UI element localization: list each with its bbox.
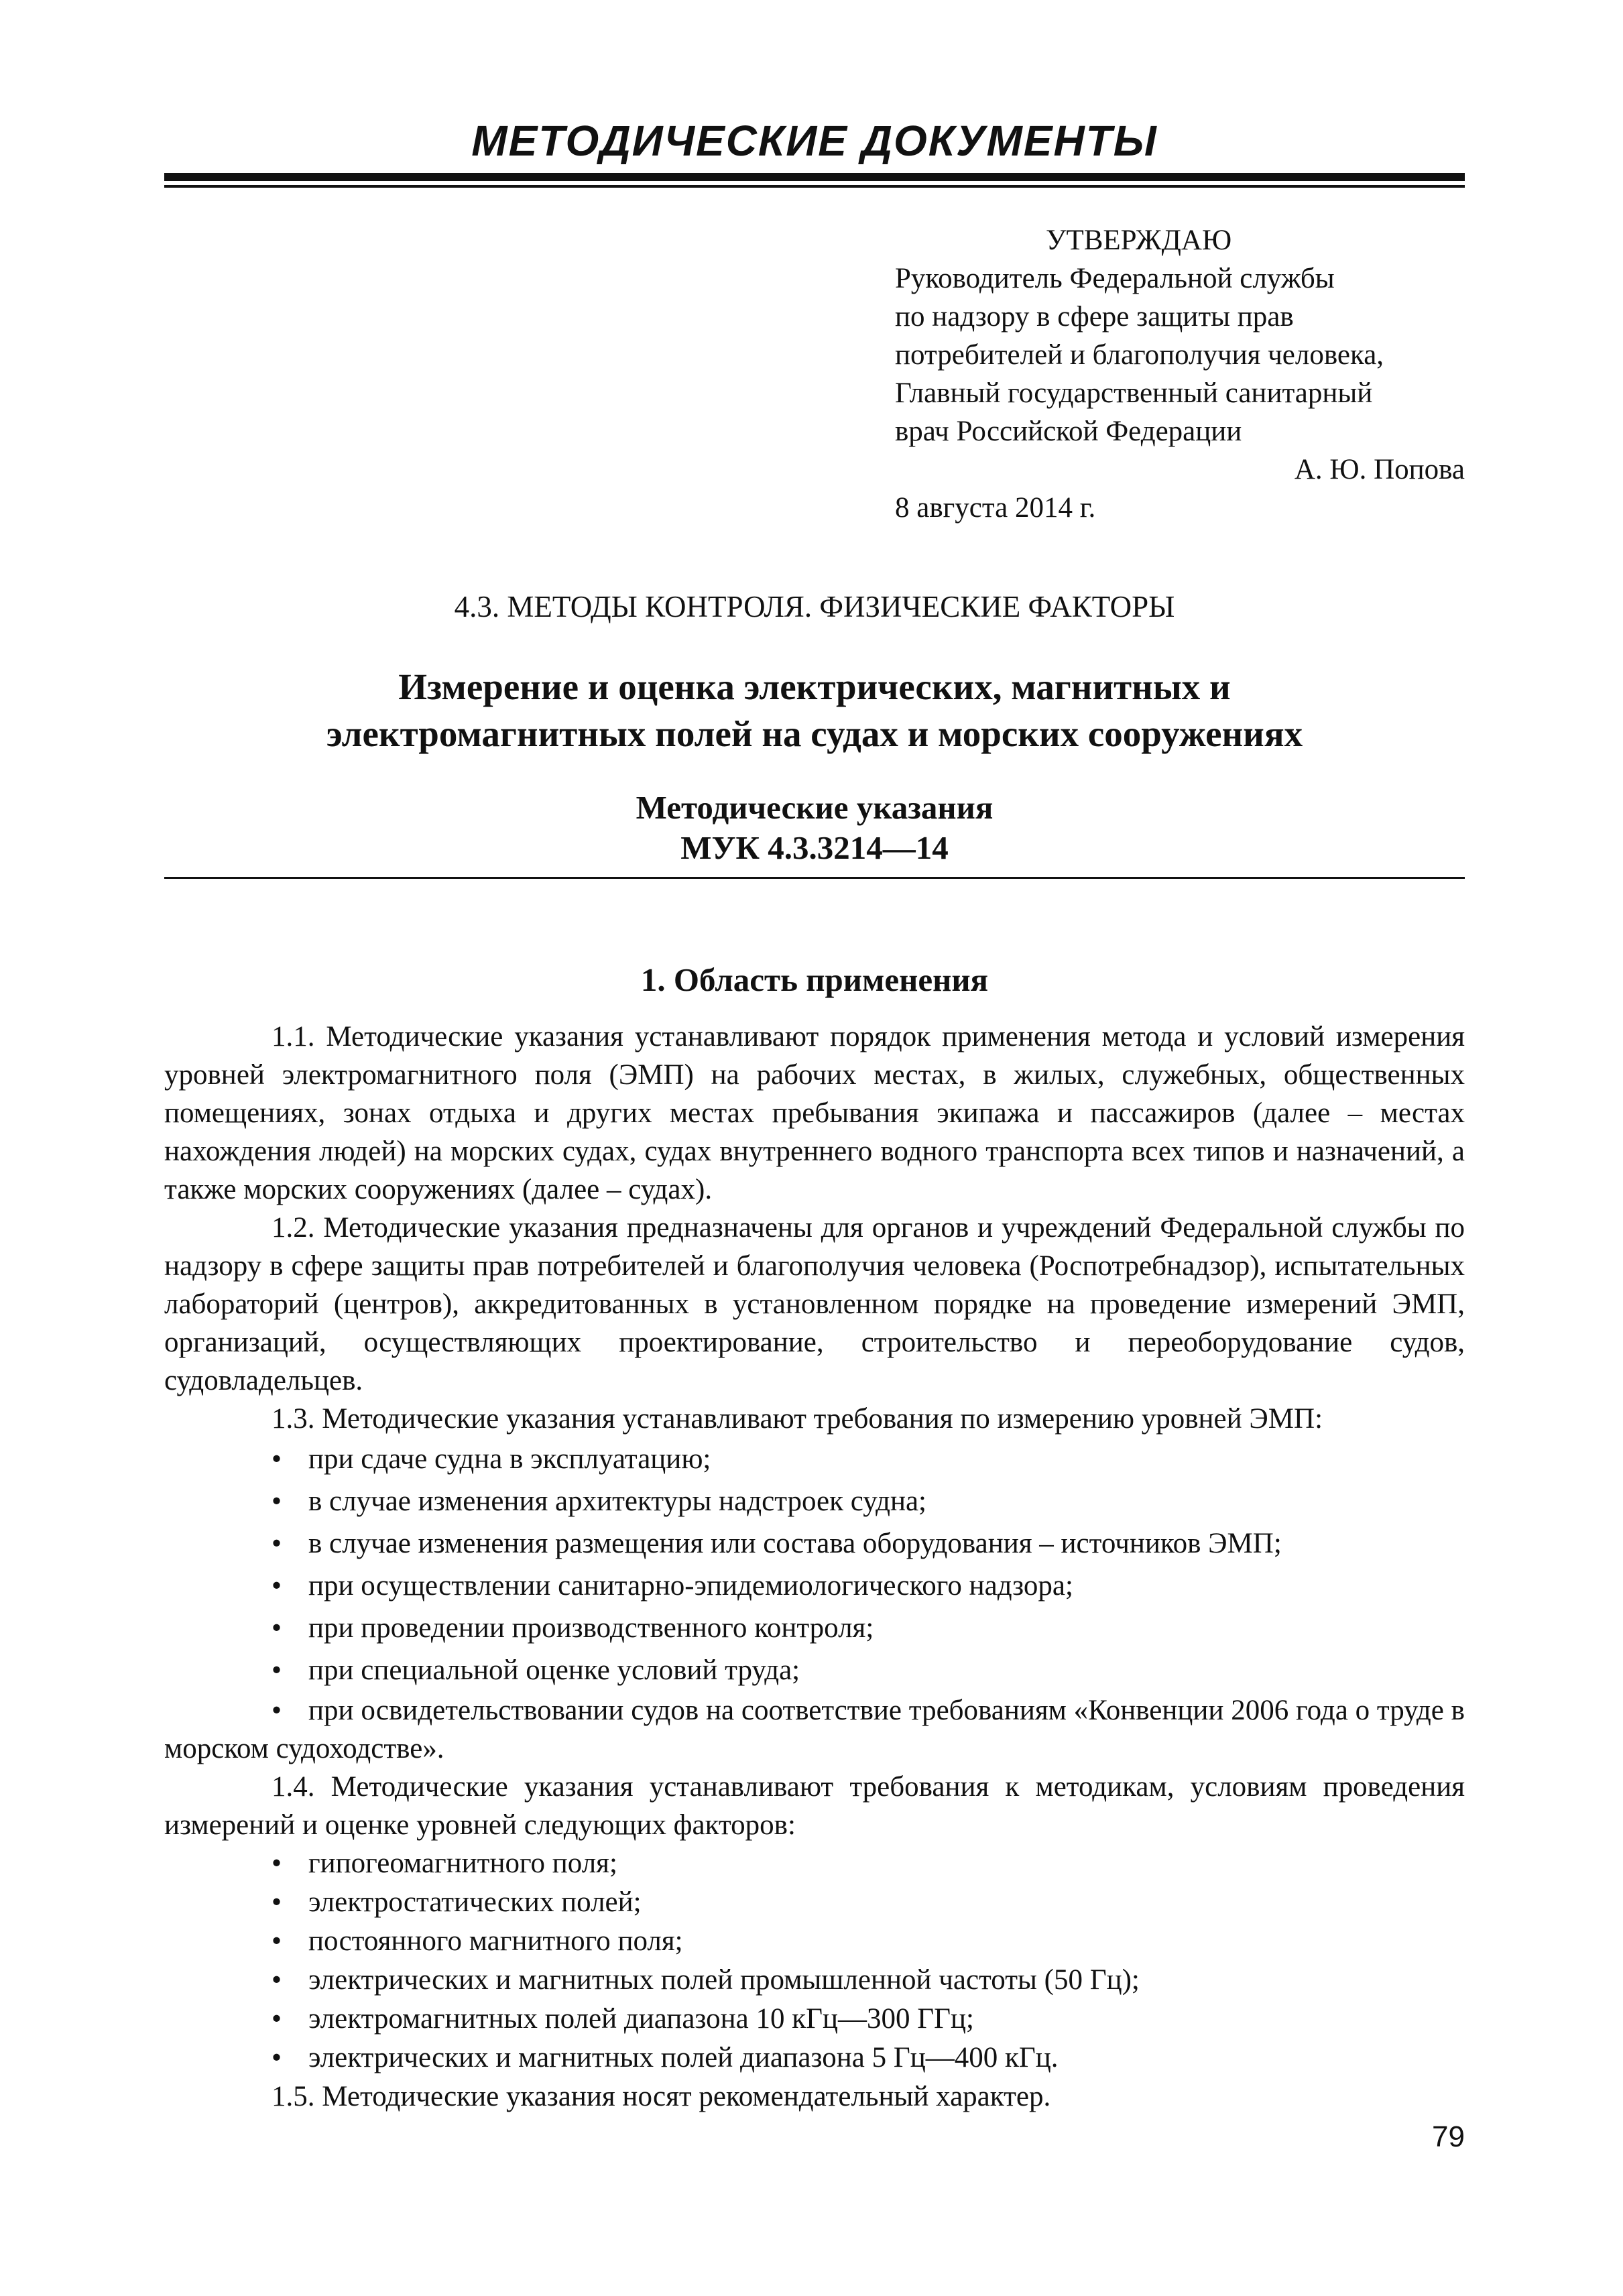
list-item: • при специальной оценке условий труда; <box>164 1649 1465 1691</box>
approval-line: по надзору в сфере защиты прав <box>895 301 1294 333</box>
approval-line: Руководитель Федеральной службы <box>895 263 1335 294</box>
bullet-icon: • <box>272 1886 282 1918</box>
document-subtitle <box>164 788 1465 868</box>
running-header-title: МЕТОДИЧЕСКИЕ ДОКУМЕНТЫ <box>471 117 1158 165</box>
document-title <box>164 664 1465 758</box>
list-item: • при проведении производственного контроля; <box>164 1607 1465 1649</box>
paragraph-1-5: 1.5. Методические указания носят рекомендательный характер. <box>272 2081 1051 2112</box>
document-type: Методические указания <box>636 789 994 826</box>
document-title-line: Измерение и оценка электрических, магнитных и <box>398 666 1231 707</box>
approval-line: врач Российской Федерации <box>895 416 1242 447</box>
bullet-icon: • <box>272 1570 282 1602</box>
paragraph-1-4: 1.4. Методические указания устанавливают требования к методикам, условиям проведения измерений и оценке уровней следующих факторов: <box>164 1771 1465 1841</box>
approval-line: потребителей и благополучия человека, <box>895 339 1384 371</box>
list-item: • при осуществлении санитарно-эпидемиологического надзора; <box>164 1565 1465 1607</box>
measurement-cases-list <box>164 1438 1465 1768</box>
list-item: • постоянного магнитного поля; <box>164 1922 1465 1961</box>
bullet-icon: • <box>272 1654 282 1686</box>
chapter-heading: 1. Область применения <box>640 961 989 998</box>
chapter-body <box>164 1018 1465 2116</box>
approval-date: 8 августа 2014 г. <box>895 492 1096 524</box>
bullet-icon: • <box>272 2042 282 2073</box>
list-item: • в случае изменения архитектуры надстроек судна; <box>164 1480 1465 1522</box>
list-item: • гипогеомагнитного поля; <box>164 1844 1465 1883</box>
factors-list <box>164 1844 1465 2077</box>
bullet-icon: • <box>272 1528 282 1559</box>
section-heading: 4.3. МЕТОДЫ КОНТРОЛЯ. ФИЗИЧЕСКИЕ ФАКТОРЫ <box>454 590 1175 623</box>
bullet-icon: • <box>272 1612 282 1644</box>
paragraph-1-1: 1.1. Методические указания устанавливают порядок применения метода и условий измерения уровней электромагнитного поля (ЭМП) на рабочих местах, в жилых, служебных, общественных помещениях, зонах отдыха и других местах пребывания экипажа и пассажиров (далее – местах нахождения людей) на морских судах, судах внутреннего водного транспорта всех типов и назначений, а также морских сооружениях (далее – судах). <box>164 1021 1465 1205</box>
bullet-icon: • <box>272 2003 282 2035</box>
list-item: • электромагнитных полей диапазона 10 кГц—300 ГГц; <box>164 2000 1465 2039</box>
list-item: • при освидетельствовании судов на соответствие требованиям «Конвенции 2006 года о труде в морском судоходстве». <box>164 1695 1465 1764</box>
page-number: 79 <box>1432 2120 1465 2153</box>
bullet-icon: • <box>272 1964 282 1996</box>
document-code: МУК 4.3.3214—14 <box>680 829 949 866</box>
list-item: • электрических и магнитных полей промышленной частоты (50 Гц); <box>164 1961 1465 2000</box>
paragraph-1-2: 1.2. Методические указания предназначены для органов и учреждений Федеральной службы по надзору в сфере защиты прав потребителей и благополучия человека (Роспотребнадзор), испытательных лабораторий (центров), аккредитованных в установленном порядке на проведение измерений ЭМП, организаций, осуществляющих проектирование, строительство и переоборудование судов, судовладельцев. <box>164 1212 1465 1396</box>
title-divider <box>164 877 1465 879</box>
document-title-line: электромагнитных полей на судах и морских сооружениях <box>326 713 1303 754</box>
approval-signer: А. Ю. Попова <box>1294 454 1465 485</box>
header-rule-thin <box>164 185 1465 188</box>
list-item: • при сдаче судна в эксплуатацию; <box>164 1438 1465 1480</box>
paragraph-1-3: 1.3. Методические указания устанавливают требования по измерению уровней ЭМП: <box>272 1403 1323 1435</box>
list-item: • электрических и магнитных полей диапазона 5 Гц—400 кГц. <box>164 2039 1465 2077</box>
approval-line: Главный государственный санитарный <box>895 377 1373 409</box>
list-item: • в случае изменения размещения или состава оборудования – источников ЭМП; <box>164 1522 1465 1565</box>
bullet-icon: • <box>272 1848 282 1879</box>
header-rule-thick <box>164 173 1465 181</box>
bullet-icon: • <box>272 1443 282 1475</box>
list-item: • электростатических полей; <box>164 1883 1465 1922</box>
approval-block <box>895 221 1465 527</box>
bullet-icon: • <box>272 1925 282 1957</box>
approval-stamp: УТВЕРЖДАЮ <box>1046 225 1232 256</box>
bullet-icon: • <box>272 1486 282 1517</box>
